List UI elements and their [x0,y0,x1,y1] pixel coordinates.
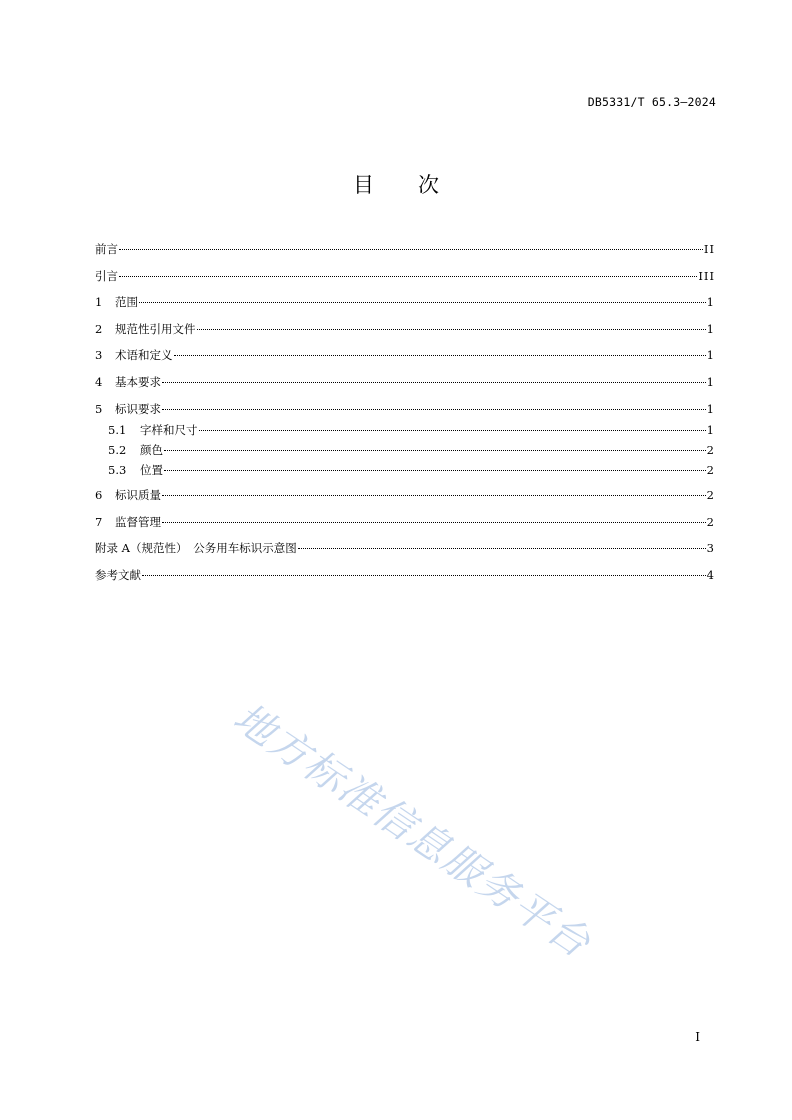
toc-leader-dots [162,495,706,496]
toc-entry-page: 2 [706,443,715,457]
toc-entry-number: 3 [95,348,103,362]
toc-title [0,169,792,199]
toc-entry-number: 5.2 [108,443,127,457]
toc-entry-page: 1 [706,295,715,309]
toc-leader-dots [164,470,706,471]
toc-entry-position[interactable] [95,461,715,479]
toc-entry-normative-references[interactable] [95,320,715,338]
toc-entry-page: 2 [706,488,715,502]
toc-entry-label: 颜色 [140,443,163,457]
toc-title-char-1: 目 [353,173,374,197]
watermark: 地方标准信息服务平台 [225,694,600,968]
toc-entry-page: 2 [706,463,715,477]
toc-entry-number: 5 [95,402,103,416]
toc-entry-label: 字样和尺寸 [140,423,198,437]
toc-entry-label: 范围 [115,295,138,309]
toc-title-char-2: 次 [418,173,439,197]
toc-leader-dots [162,522,706,523]
document-code: DB5331/T 65.3—2024 [587,95,716,109]
toc-entry-label: 前言 [95,242,118,256]
toc-entry-label: 术语和定义 [115,348,173,362]
toc-leader-dots [119,276,697,277]
toc-entry-label: 规范性引用文件 [115,322,196,336]
toc-entry-label: 参考文献 [95,568,141,582]
toc-entry-page: III [698,269,715,283]
toc-entry-page: 1 [706,348,715,362]
toc-leader-dots [298,548,706,549]
toc-entry-supervision[interactable] [95,513,715,531]
toc-entry-number: 5.1 [108,423,127,437]
toc-leader-dots [197,329,706,330]
toc-entry-label: 引言 [95,269,118,283]
toc-leader-dots [174,355,706,356]
toc-leader-dots [162,409,706,410]
toc-entry-number: 1 [95,295,103,309]
toc-entry-page: 1 [706,375,715,389]
toc-entry-text-and-size[interactable] [95,421,715,439]
toc-entry-foreword[interactable] [95,240,715,258]
toc-entry-label: 位置 [140,463,163,477]
toc-entry-page: 1 [706,402,715,416]
toc-leader-dots [164,450,706,451]
page-number: I [695,1030,700,1044]
toc-entry-label: 标识要求 [115,402,161,416]
toc-entry-marking-quality[interactable] [95,486,715,504]
toc-entry-label: 监督管理 [115,515,161,529]
toc-entry-introduction[interactable] [95,267,715,285]
toc-entry-number: 7 [95,515,103,529]
toc-entry-number: 5.3 [108,463,127,477]
toc-entry-scope[interactable] [95,293,715,311]
toc-entry-appendix-a[interactable] [95,539,715,557]
toc-entry-page: 3 [706,541,715,555]
toc-entry-number: 4 [95,375,103,389]
toc-leader-dots [142,575,706,576]
toc-entry-number: 6 [95,488,103,502]
toc-entry-label: 标识质量 [115,488,161,502]
toc-entry-color[interactable] [95,441,715,459]
toc-leader-dots [199,430,706,431]
toc-entry-label: 基本要求 [115,375,161,389]
toc-entry-number: 2 [95,322,103,336]
toc-leader-dots [139,302,706,303]
toc-entry-page: 1 [706,423,715,437]
toc-entry-bibliography[interactable] [95,566,715,584]
toc-entry-page: II [703,242,715,256]
toc-leader-dots [162,382,706,383]
toc-entry-basic-requirements[interactable] [95,373,715,391]
toc-leader-dots [119,249,703,250]
toc-entry-marking-requirements[interactable] [95,400,715,418]
toc-entry-page: 1 [706,322,715,336]
toc-entry-label: 附录 A（规范性） 公务用车标识示意图 [95,541,297,555]
toc-entry-page: 4 [706,568,715,582]
toc-entry-page: 2 [706,515,715,529]
toc-entry-terms-definitions[interactable] [95,346,715,364]
